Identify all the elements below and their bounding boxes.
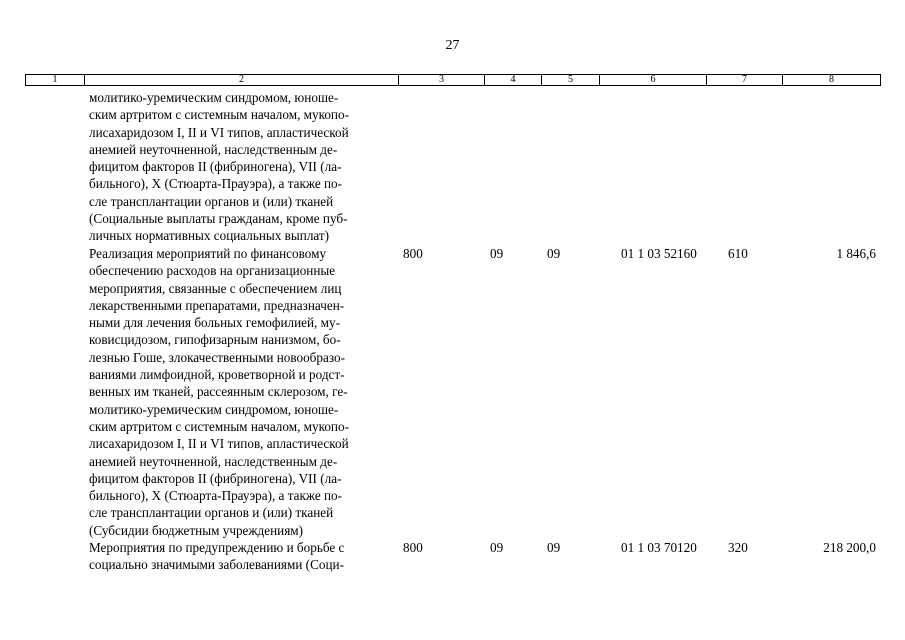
description-line: анемией неуточненной, наследственным де- xyxy=(89,453,338,469)
table-row-3-col8: 218 200,0 xyxy=(823,540,876,555)
page-number: 27 xyxy=(445,38,460,53)
column-header-4: 4 xyxy=(485,75,542,86)
description-line: (Социальные выплаты гражданам, кроме пуб- xyxy=(89,211,348,227)
description-line: лисахаридозом I, II и VI типов, апластической xyxy=(89,124,349,140)
description-line: бильного), X (Стюарта-Прауэра), а также по- xyxy=(89,488,343,504)
description-line: сле трансплантации органов и (или) тканей xyxy=(89,505,334,521)
column-header-6: 6 xyxy=(600,75,707,86)
description-line: обеспечению расходов на организационные xyxy=(89,263,336,279)
table-row-2-col8: 1 846,6 xyxy=(836,246,876,261)
column-header-5: 5 xyxy=(542,75,600,86)
table-row-3-col3: 800 xyxy=(403,540,423,555)
description-line: молитико-уремическим синдромом, юноше- xyxy=(89,90,339,105)
description-line: ским артритом с системным началом, мукопо- xyxy=(89,418,349,434)
column-header-1: 1 xyxy=(26,75,85,86)
description-line: (Субсидии бюджетным учреждениям) xyxy=(89,522,303,538)
table-row-1-description xyxy=(89,89,394,245)
description-line: венных им тканей, рассеянным склерозом, ге- xyxy=(89,384,348,400)
description-line: ными для лечения больных гемофилией, му- xyxy=(89,315,340,331)
description-line: социально значимыми заболеваниями (Соци- xyxy=(89,557,344,573)
description-line: сле трансплантации органов и (или) тканей xyxy=(89,193,334,209)
table-row-2-col6: 01 1 03 52160 xyxy=(621,246,697,261)
column-header-7: 7 xyxy=(707,75,783,86)
table-row-3-col7: 320 xyxy=(728,540,748,555)
description-line: ковисцидозом, гипофизарным нанизмом, бо- xyxy=(89,332,341,348)
table-row-2-col5: 09 xyxy=(547,246,561,261)
description-line: Реализация мероприятий по финансовому xyxy=(89,246,327,261)
description-line: фицитом факторов II (фибриногена), VII (ла- xyxy=(89,470,342,486)
description-line: анемией неуточненной, наследственным де- xyxy=(89,141,338,157)
description-line: лезнью Гоше, злокачественными новообразо- xyxy=(89,349,345,365)
column-header-3: 3 xyxy=(399,75,485,86)
description-line: лекарственными препаратами, предназначен- xyxy=(89,297,345,313)
table-row-3-col5: 09 xyxy=(547,540,561,555)
description-line: ваниями лимфоидной, кроветворной и родст- xyxy=(89,367,345,383)
description-line: ским артритом с системным началом, мукопо- xyxy=(89,107,349,123)
description-line: молитико-уремическим синдромом, юноше- xyxy=(89,401,339,417)
table-row-3-col6: 01 1 03 70120 xyxy=(621,540,697,555)
table-row-2-col7: 610 xyxy=(728,246,748,261)
description-line: Мероприятия по предупреждению и борьбе с xyxy=(89,540,345,555)
table-row-3-description xyxy=(89,539,394,574)
column-header-2: 2 xyxy=(85,75,399,86)
description-line: бильного), X (Стюарта-Прауэра), а также по- xyxy=(89,176,343,192)
description-line: фицитом факторов II (фибриногена), VII (ла- xyxy=(89,159,342,175)
column-number-header xyxy=(25,74,881,86)
description-line: личных нормативных социальных выплат) xyxy=(89,228,330,244)
table-row-2-description xyxy=(89,245,394,539)
column-header-8: 8 xyxy=(783,75,881,86)
description-line: лисахаридозом I, II и VI типов, апластической xyxy=(89,436,349,452)
description-line: мероприятия, связанные с обеспечением лиц xyxy=(89,280,342,296)
table-row-2-col4: 09 xyxy=(490,246,504,261)
table-row-3-col4: 09 xyxy=(490,540,504,555)
table-row-2-col3: 800 xyxy=(403,246,423,261)
